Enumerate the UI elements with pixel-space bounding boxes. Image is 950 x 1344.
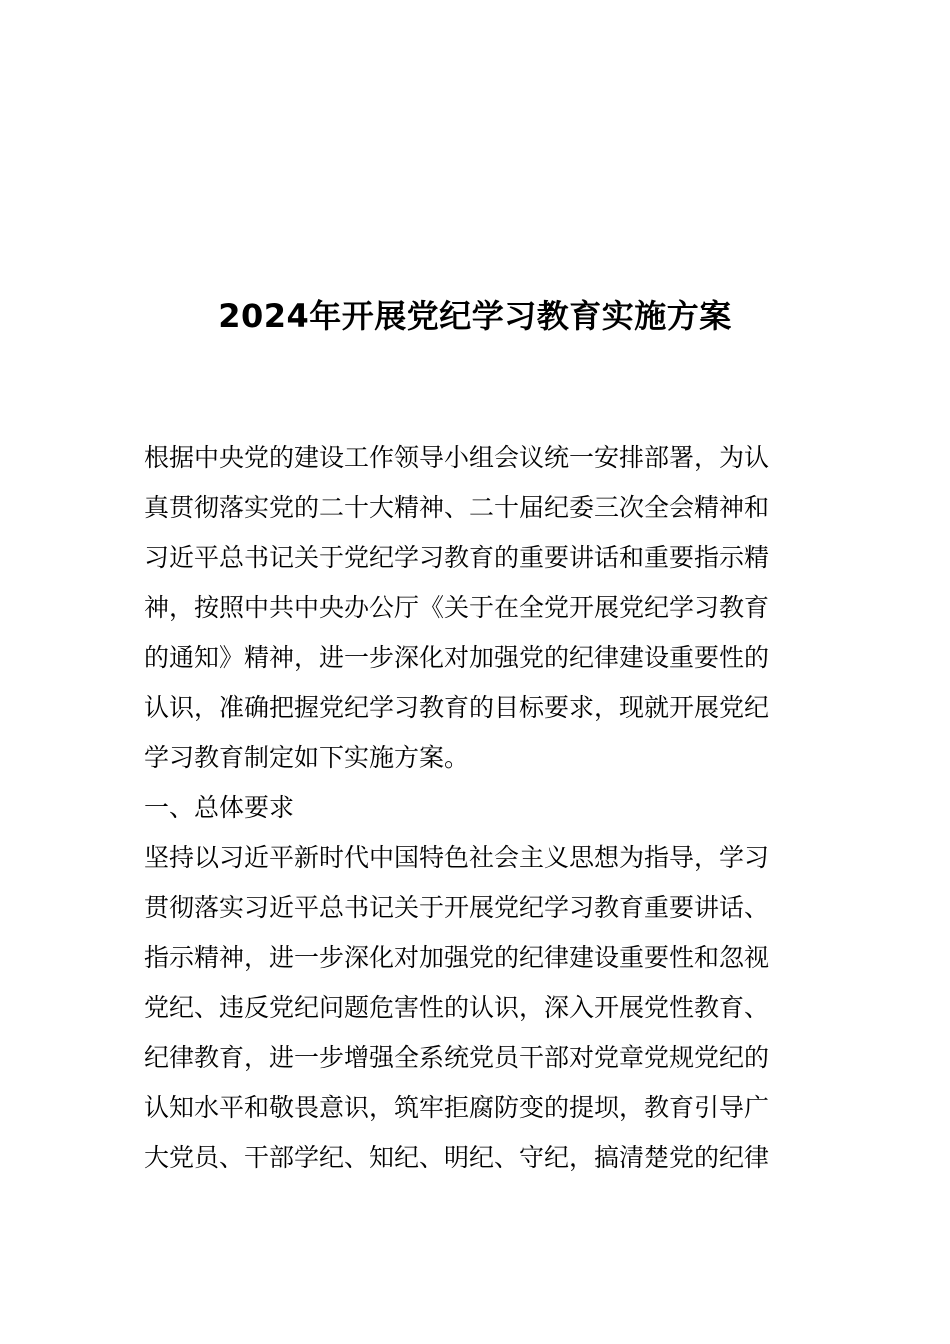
body-line: 神，按照中共中央办公厅《关于在全党开展党纪学习教育 (144, 593, 770, 622)
body-line: 学习教育制定如下实施方案。 (144, 743, 470, 772)
body-line: 认识，准确把握党纪学习教育的目标要求，现就开展党纪 (144, 693, 770, 722)
document-title: 2024年开展党纪学习教育实施方案 (218, 297, 732, 335)
body-line: 党纪、违反党纪问题危害性的认识，深入开展党性教育、 (144, 993, 770, 1022)
body-line: 的通知》精神，进一步深化对加强党的纪律建设重要性的 (144, 643, 770, 672)
body-line: 坚持以习近平新时代中国特色社会主义思想为指导，学习 (144, 843, 770, 872)
body-line: 大党员、干部学纪、知纪、明纪、守纪，搞清楚党的纪律 (144, 1143, 770, 1172)
body-line: 习近平总书记关于党纪学习教育的重要讲话和重要指示精 (144, 543, 770, 572)
body-line: 根据中央党的建设工作领导小组会议统一安排部署，为认 (144, 443, 770, 472)
body-line: 真贯彻落实党的二十大精神、二十届纪委三次全会精神和 (144, 493, 770, 522)
body-line: 贯彻落实习近平总书记关于开展党纪学习教育重要讲话、 (144, 893, 770, 922)
body-line: 认知水平和敬畏意识，筑牢拒腐防变的提坝，教育引导广 (144, 1093, 770, 1122)
body-line: 纪律教育，进一步增强全系统党员干部对党章党规党纪的 (144, 1043, 770, 1072)
body-line: 指示精神，进一步深化对加强党的纪律建设重要性和忽视 (144, 943, 770, 972)
section-heading: 一、总体要求 (144, 793, 295, 822)
document-body (144, 433, 812, 1183)
